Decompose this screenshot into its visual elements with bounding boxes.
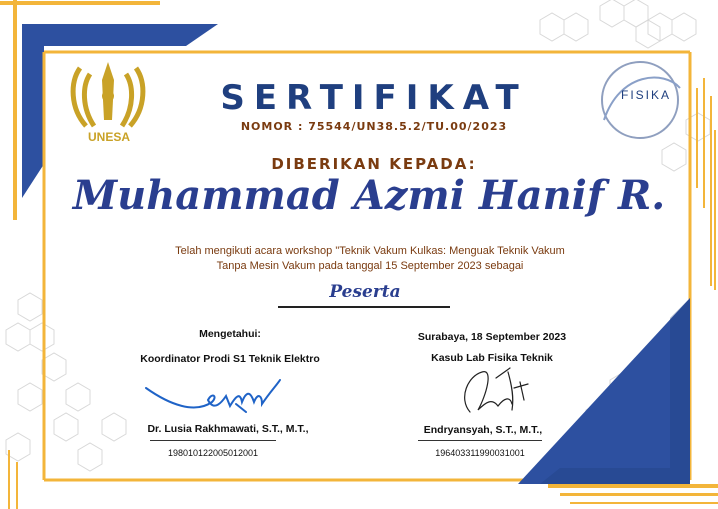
recipient-name: Muhammad Azmi Hanif R.: [72, 172, 666, 219]
right-signer-date: Surabaya, 18 September 2023: [417, 331, 567, 343]
left-signer-heading: Mengetahui:: [199, 328, 261, 340]
hex-pattern-bottom: [6, 293, 634, 471]
right-signature-line: [418, 440, 542, 441]
participant-role: Peserta: [329, 282, 401, 302]
signature-right: [465, 368, 528, 412]
description: [150, 244, 590, 274]
left-signer-title: Koordinator Prodi S1 Teknik Elektro: [140, 353, 320, 365]
left-signer-name: Dr. Lusia Rakhmawati, S.T., M.T.,: [147, 423, 309, 435]
right-signer-nip: 196403311990031001: [435, 448, 525, 458]
left-signer-nip: 198010122005012001: [167, 448, 259, 458]
certificate-number: NOMOR : 75544/UN38.5.2/TU.00/2023: [240, 120, 508, 133]
fisika-logo-label: FISIKA: [620, 88, 671, 102]
right-signer-name: Endryansyah, S.T., M.T.,: [423, 424, 543, 436]
signature-left: [146, 380, 280, 412]
given-to-label: DIBERIKAN KEPADA:: [271, 155, 477, 173]
right-signer-title: Kasub Lab Fisika Teknik: [431, 352, 553, 364]
role-underline: [278, 306, 450, 308]
left-signature-line: [150, 440, 276, 441]
unesa-logo-label: UNESA: [87, 130, 130, 144]
description-line-2: Tanpa Mesin Vakum pada tanggal 15 September 2023 sebagai: [216, 260, 524, 272]
description-line-1: Telah mengikuti acara workshop "Teknik Vakum Kulkas: Menguak Teknik Vakum: [175, 245, 565, 257]
certificate-title: SERTIFIKAT: [220, 78, 528, 118]
